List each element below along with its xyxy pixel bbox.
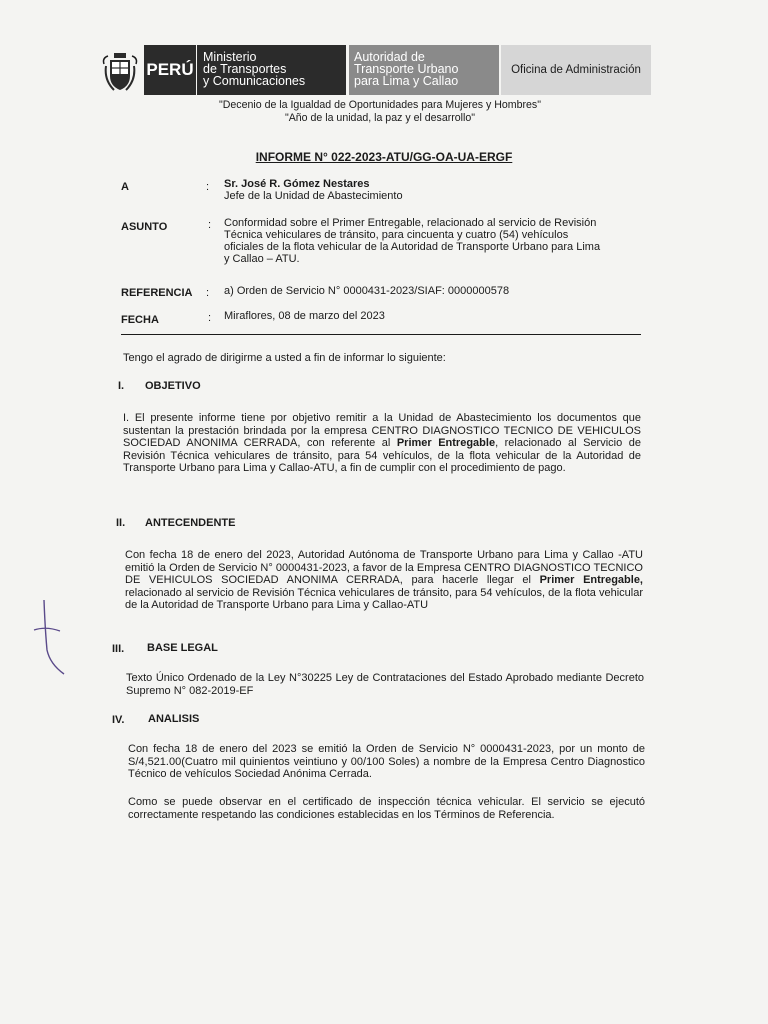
year-line: "Año de la unidad, la paz y el desarrollo" xyxy=(284,112,476,124)
ministry-label xyxy=(197,45,346,95)
asunto-line: Técnica vehiculares de tránsito, para cincuenta y cuatro (54) vehículos xyxy=(224,229,569,241)
paragraph-text: I. El presente informe tiene por objetivo remitir a la Unidad de Abastecimiento los documentos que sustentan la prestación brindada por la empresa CENTRO DIAGNOSTICO TECNICO DE VEHICULOS SOCIEDAD ANONIMA CERRADA, con referente al xyxy=(123,412,641,450)
paragraph-emphasis: Primer Entregable xyxy=(396,437,496,450)
header-divider xyxy=(121,334,641,335)
section-title-antecedente: ANTECENDENTE xyxy=(145,517,236,529)
authority-label xyxy=(349,45,499,95)
referencia-value: a) Orden de Servicio N° 0000431-2023/SIAF: 0000000578 xyxy=(224,285,510,297)
ministry-line: Ministerio xyxy=(203,50,257,64)
authority-line: Transporte Urbano xyxy=(354,62,459,76)
asunto-line: Conformidad sobre el Primer Entregable, relacionado al servicio de Revisión xyxy=(224,217,597,229)
ministry-line: de Transportes xyxy=(203,62,287,76)
objetivo-paragraph xyxy=(123,412,641,475)
recipient-name: Sr. José R. Gómez Nestares xyxy=(224,178,370,190)
paragraph-text: relacionado al servicio de Revisión Técnica vehiculares de tránsito, para 54 vehículos, de la flota vehicular de la Autoridad de Transporte Urbano para Lima y Callao-ATU xyxy=(125,586,643,612)
paragraph-text: , relacionado al Servicio de Revisión Técnica vehiculares de tránsito, para 54 vehículos, de la flota vehicular de la Autoridad de Transporte Urbano para Lima y Callao-ATU, a fin de cumplir con el procedimiento de pago. xyxy=(123,437,641,475)
field-colon: : xyxy=(208,312,212,324)
recipient-block xyxy=(224,178,403,202)
field-label-fecha: FECHA xyxy=(121,314,159,326)
asunto-line: y Callao – ATU. xyxy=(224,253,300,265)
section-title-base-legal: BASE LEGAL xyxy=(147,642,218,654)
authority-line: para Lima y Callao xyxy=(354,74,459,88)
section-title-objetivo: OBJETIVO xyxy=(145,380,201,392)
field-label-asunto: ASUNTO xyxy=(121,221,168,233)
field-colon: : xyxy=(206,287,210,299)
field-label-a: A xyxy=(121,181,129,193)
section-title-analisis: ANALISIS xyxy=(148,713,200,725)
analisis-paragraph-1: Con fecha 18 de enero del 2023 se emitió la Orden de Servicio N° 0000431-2023, por un monto de S/4,521.00(Cuatro mil quinientos veintiuno y 00/100 Soles) a nombre de la Empresa Centro Diagnostico Técnico de vehículos Sociedad Anónima Cerrada. xyxy=(128,743,645,781)
report-title: INFORME N° 022-2023-ATU/GG-OA-UA-ERGF xyxy=(255,150,513,164)
analisis-paragraph-2: Como se puede observar en el certificado de inspección técnica vehicular. El servicio se ejecutó correctamente respetando las condiciones establecidas en los Términos de Referencia. xyxy=(128,796,645,821)
coat-of-arms-icon xyxy=(100,50,140,94)
recipient-position: Jefe de la Unidad de Abastecimiento xyxy=(224,190,403,202)
fecha-value: Miraflores, 08 de marzo del 2023 xyxy=(224,310,385,322)
asunto-line: oficiales de la flota vehicular de la Autoridad de Transporte Urbano para Lima xyxy=(224,241,601,253)
paragraph-text: Con fecha 18 de enero del 2023, Autoridad Autónoma de Transporte Urbano para Lima y Callao -ATU emitió la Orden de Servicio N° 0000431-2023, a favor de la Empresa CENTRO DIAGNOSTICO TECNICO DE VEHICULOS SOCIEDAD ANONIMA CERRADA, para hacerle llegar el xyxy=(125,549,643,587)
asunto-text xyxy=(224,217,640,265)
handwritten-mark-icon xyxy=(30,598,70,678)
ministry-line: y Comunicaciones xyxy=(203,74,306,88)
antecedente-paragraph xyxy=(125,549,643,612)
section-number: I. xyxy=(118,380,125,392)
office-label: Oficina de Administración xyxy=(501,45,651,95)
decenio-heading xyxy=(190,99,570,125)
field-colon: : xyxy=(206,181,210,193)
field-colon: : xyxy=(208,219,212,231)
decenio-line: "Decenio de la Igualdad de Oportunidades para Mujeres y Hombres" xyxy=(219,99,541,111)
authority-line: Autoridad de xyxy=(354,50,425,64)
peru-label: PERÚ xyxy=(144,45,196,95)
base-legal-paragraph: Texto Único Ordenado de la Ley N°30225 Ley de Contrataciones del Estado Aprobado mediante Decreto Supremo N° 082-2019-EF xyxy=(126,672,644,697)
section-number: II. xyxy=(116,517,126,529)
section-number: III. xyxy=(112,643,125,655)
intro-text: Tengo el agrado de dirigirme a usted a fin de informar lo siguiente: xyxy=(123,352,446,364)
section-number: IV. xyxy=(112,714,125,726)
paragraph-emphasis: Primer Entregable, xyxy=(539,574,643,587)
field-label-referencia: REFERENCIA xyxy=(121,287,193,299)
